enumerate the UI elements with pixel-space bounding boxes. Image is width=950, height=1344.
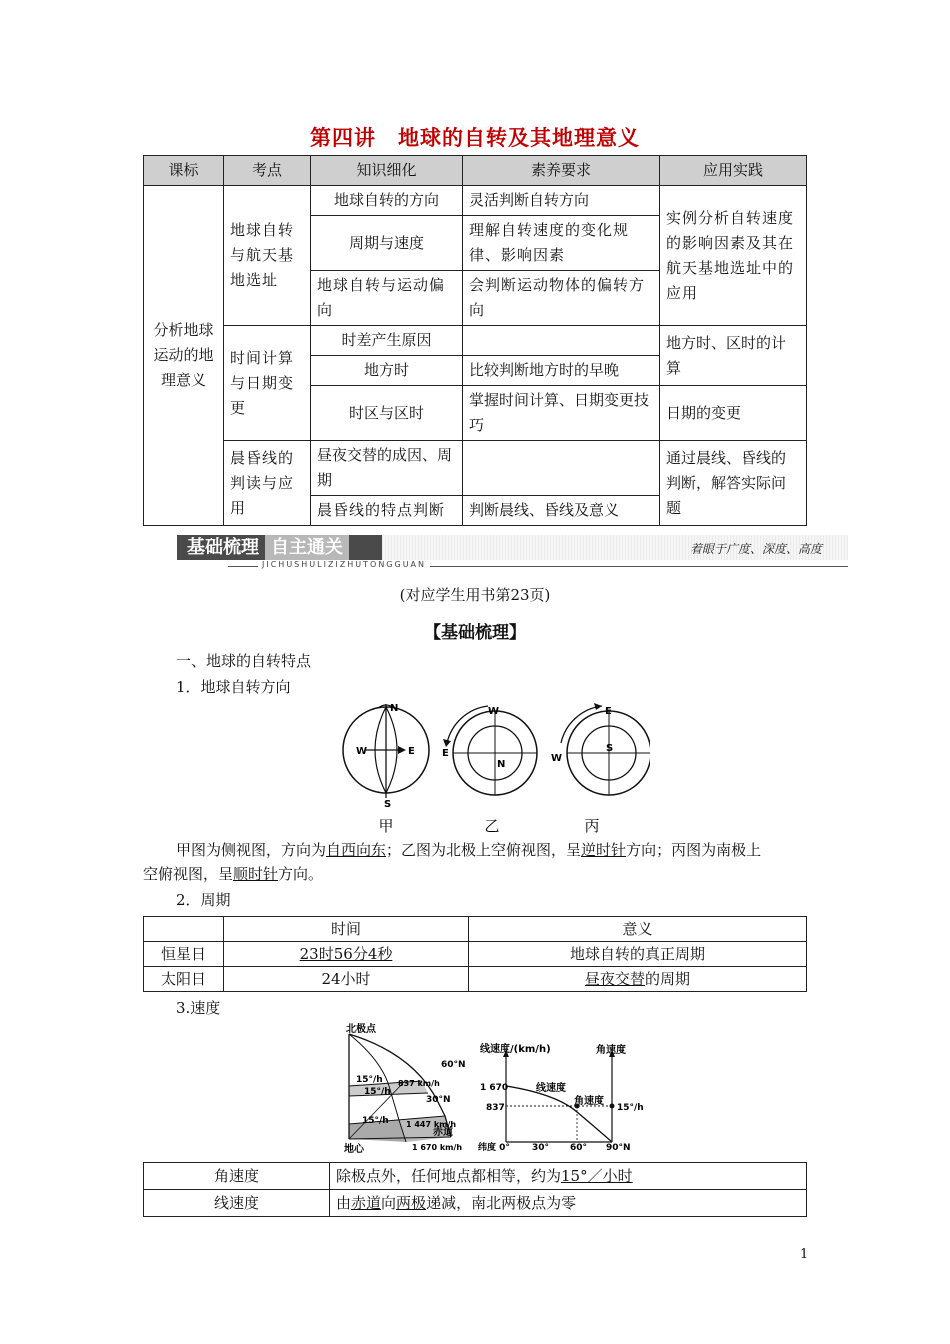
y2-axis-label: 角速度 bbox=[596, 1045, 626, 1056]
yingyong-cell: 日期的变更 bbox=[660, 386, 807, 441]
blank-answer: 逆时针 bbox=[581, 841, 627, 859]
header-cell: 意义 bbox=[469, 917, 807, 942]
tick-60: 60° bbox=[570, 1143, 588, 1153]
text: ；乙图为北极上空俯视图，呈 bbox=[386, 841, 582, 859]
page-number: 1 bbox=[800, 1247, 809, 1262]
linear-speed-curve bbox=[506, 1086, 612, 1142]
header-cell bbox=[144, 917, 224, 942]
period-table bbox=[143, 916, 807, 992]
label-s: S bbox=[384, 799, 392, 810]
banner-title-a: 基础梳理 bbox=[187, 537, 259, 558]
blank-answer: 23时56分4秒 bbox=[299, 945, 393, 963]
label-e: E bbox=[408, 746, 415, 757]
y-axis-label: 线速度/(km/h) bbox=[480, 1044, 551, 1055]
blank-answer: 顺时针 bbox=[233, 865, 279, 883]
tick-1670: 1 670 bbox=[480, 1083, 509, 1093]
label-n: N bbox=[497, 759, 506, 770]
yingyong-cell: 通过晨线、昏线的判断，解答实际问题 bbox=[660, 441, 807, 526]
label-earth-center: 地心 bbox=[344, 1144, 364, 1155]
text: 除极点外，任何地点都相等，约为 bbox=[336, 1167, 562, 1185]
north-pole-view bbox=[442, 706, 537, 795]
label-v837: 837 km/h bbox=[398, 1079, 440, 1088]
label-s: S bbox=[606, 743, 614, 754]
text: 方向。 bbox=[278, 865, 324, 883]
caption-jia: 甲 bbox=[378, 817, 394, 835]
suyang-cell bbox=[463, 326, 660, 356]
book-reference: (对应学生用书第23页) bbox=[399, 586, 551, 604]
label-e: E bbox=[442, 748, 449, 759]
suyang-cell: 比较判断地方时的早晚 bbox=[463, 356, 660, 386]
side-view-globe bbox=[343, 703, 429, 810]
desc-cell bbox=[330, 1190, 807, 1217]
section-heading: 【基础梳理】 bbox=[424, 623, 526, 643]
yingyong-cell: 地方时、区时的计算 bbox=[660, 326, 807, 386]
text: 的周期 bbox=[645, 970, 691, 988]
suyang-cell: 会判断运动物体的偏转方向 bbox=[463, 271, 660, 326]
row-label: 恒星日 bbox=[144, 942, 224, 967]
kaodian-cell: 时间计算与日期变更 bbox=[224, 326, 311, 441]
rotation-direction-figure bbox=[330, 698, 650, 840]
speed-graph bbox=[476, 1042, 656, 1154]
meaning-cell: 地球自转的真正周期 bbox=[469, 942, 807, 967]
header-cell: 时间 bbox=[224, 917, 469, 942]
caption-bing: 丙 bbox=[584, 817, 600, 835]
text: 递减，南北两极点为零 bbox=[426, 1194, 577, 1212]
angular-speed-value: 15°/h bbox=[617, 1103, 644, 1113]
header-cell: 课标 bbox=[144, 156, 224, 186]
desc-cell bbox=[330, 1163, 807, 1190]
zhishi-cell: 昼夜交替的成因、周期 bbox=[311, 441, 463, 496]
label-60n: 60°N bbox=[441, 1060, 466, 1070]
zhishi-cell: 时差产生原因 bbox=[311, 326, 463, 356]
blank-answer: 赤道 bbox=[351, 1194, 382, 1212]
time-cell bbox=[224, 942, 469, 967]
heading-period: 2．周期 bbox=[176, 891, 231, 909]
speed-table bbox=[143, 1162, 807, 1217]
label-omega-2: 15°/h bbox=[364, 1087, 391, 1097]
blank-answer: 15°／小时 bbox=[561, 1167, 633, 1185]
label-equator: 赤道 bbox=[433, 1127, 453, 1138]
heading-rotation-direction: 1．地球自转方向 bbox=[176, 678, 291, 696]
zhishi-cell: 周期与速度 bbox=[311, 216, 463, 271]
label-w: W bbox=[356, 746, 368, 757]
paragraph-line-1 bbox=[176, 838, 761, 862]
tick-30: 30° bbox=[532, 1143, 550, 1153]
zhishi-cell: 地方时 bbox=[311, 356, 463, 386]
label-w: W bbox=[488, 706, 500, 717]
text: 方向；丙图为南极上 bbox=[626, 841, 762, 859]
banner-title-b: 自主通关 bbox=[265, 535, 349, 560]
heading-rotation-features: 一、地球的自转特点 bbox=[176, 652, 312, 670]
label-omega-3: 15°/h bbox=[362, 1116, 389, 1126]
yingyong-cell: 实例分析自转速度的影响因素及其在航天基地选址中的应用 bbox=[660, 186, 807, 326]
legend-linear-speed: 线速度 bbox=[536, 1083, 566, 1094]
label-n: N bbox=[390, 703, 399, 714]
banner-slogan: 着眼于广度、深度、高度 bbox=[690, 542, 823, 556]
text: 甲图为侧视图，方向为 bbox=[176, 841, 327, 859]
suyang-cell: 灵活判断自转方向 bbox=[463, 186, 660, 216]
suyang-cell: 判断晨线、昏线及意义 bbox=[463, 496, 660, 526]
label-v1670: 1 670 km/h bbox=[412, 1143, 463, 1152]
label-w: W bbox=[551, 753, 563, 764]
row-label: 太阳日 bbox=[144, 967, 224, 992]
meaning-cell bbox=[469, 967, 807, 992]
page-title: 第四讲 地球的自转及其地理意义 bbox=[310, 126, 640, 150]
banner-title bbox=[177, 535, 382, 560]
zhishi-cell: 时区与区时 bbox=[311, 386, 463, 441]
tick-90: 90°N bbox=[606, 1143, 631, 1153]
row-label: 角速度 bbox=[144, 1163, 330, 1190]
legend-angular-speed: 角速度 bbox=[574, 1096, 604, 1107]
label-omega-1: 15°/h bbox=[356, 1075, 383, 1085]
zhishi-cell: 地球自转的方向 bbox=[311, 186, 463, 216]
tick-837: 837 bbox=[486, 1103, 505, 1113]
header-cell: 知识细化 bbox=[311, 156, 463, 186]
suyang-cell: 掌握时间计算、日期变更技巧 bbox=[463, 386, 660, 441]
header-cell: 考点 bbox=[224, 156, 311, 186]
kaodian-cell: 晨昏线的判读与应用 bbox=[224, 441, 311, 526]
header-cell: 应用实践 bbox=[660, 156, 807, 186]
banner-pinyin: JICHUSHULIZIZHUTONGGUAN bbox=[258, 560, 430, 569]
kebiao-cell: 分析地球运动的地理意义 bbox=[144, 186, 224, 526]
label-e: E bbox=[605, 706, 612, 717]
heading-speed: 3.速度 bbox=[176, 999, 221, 1017]
speed-globe-section bbox=[336, 1020, 466, 1155]
header-cell: 素养要求 bbox=[463, 156, 660, 186]
blank-answer: 自西向东 bbox=[326, 841, 387, 859]
label-v1447: 1 447 km/h bbox=[406, 1120, 457, 1129]
kaodian-cell: 地球自转与航天基地选址 bbox=[224, 186, 311, 326]
zhishi-cell: 晨昏线的特点判断 bbox=[311, 496, 463, 526]
time-cell: 24小时 bbox=[224, 967, 469, 992]
label-30n: 30°N bbox=[426, 1095, 451, 1105]
text: 由 bbox=[336, 1194, 352, 1212]
south-pole-view bbox=[551, 703, 650, 795]
zhishi-cell: 地球自转与运动偏向 bbox=[311, 271, 463, 326]
caption-yi: 乙 bbox=[484, 817, 500, 835]
row-label: 线速度 bbox=[144, 1190, 330, 1217]
text: 空俯视图，呈 bbox=[143, 865, 234, 883]
blank-answer: 昼夜交替 bbox=[584, 970, 645, 988]
paragraph-line-2 bbox=[143, 862, 323, 886]
x-axis-start: 纬度 0° bbox=[478, 1143, 510, 1153]
label-north-pole: 北极点 bbox=[346, 1024, 376, 1035]
blank-answer: 两极 bbox=[396, 1194, 427, 1212]
text: 向 bbox=[381, 1194, 397, 1212]
suyang-cell: 理解自转速度的变化规律、影响因素 bbox=[463, 216, 660, 271]
suyang-cell bbox=[463, 441, 660, 496]
syllabus-table bbox=[143, 155, 807, 526]
